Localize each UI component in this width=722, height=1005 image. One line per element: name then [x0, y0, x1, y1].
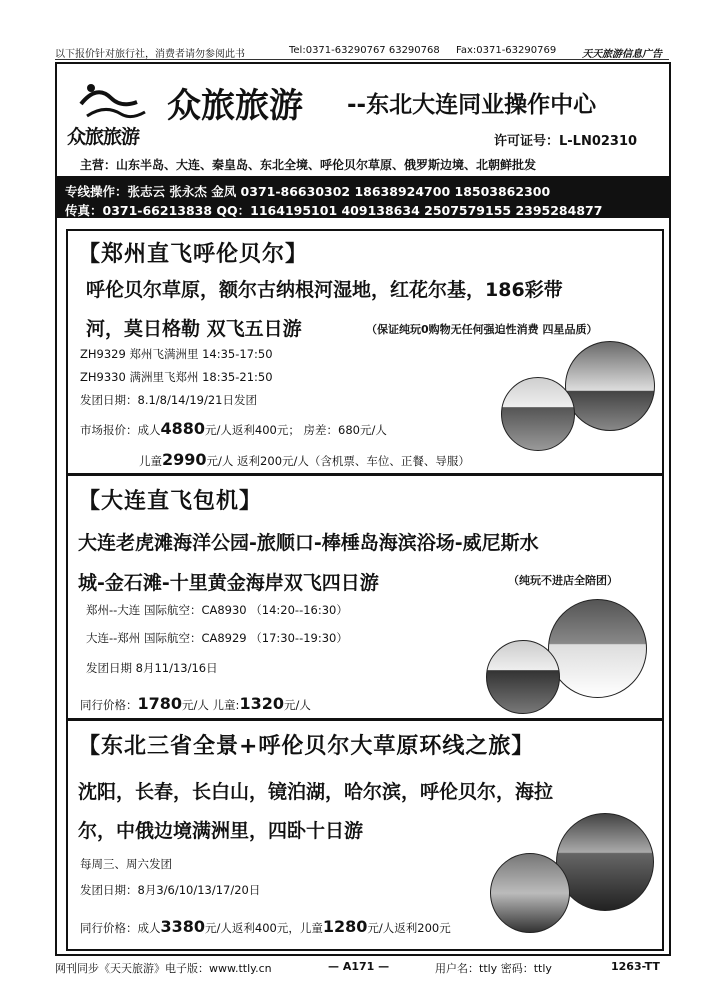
- quality-note: （纯玩不进店全陪团）: [508, 574, 618, 587]
- route-line-2: 尔，中俄边境满洲里，四卧十日游: [78, 820, 364, 842]
- logo-text: 众旅旅游: [67, 126, 140, 148]
- flight-1: ZH9329 郑州飞满洲里 14:35-17:50: [80, 347, 273, 361]
- section-hulunbuir: [66, 229, 664, 475]
- child-label: 儿童: [139, 454, 162, 468]
- child-price-value: 1280: [322, 917, 368, 936]
- child-price: [139, 450, 470, 469]
- adult-price: 4880: [160, 419, 206, 438]
- quality-note: （保证纯玩0购物无任何强迫性消费 四星品质）: [366, 323, 598, 336]
- page-number: — A171 —: [328, 960, 390, 973]
- brand-subtitle: --东北大连同业操作中心: [347, 92, 597, 118]
- footer-website: 网刊同步《天天旅游》电子版：www.ttly.cn: [55, 962, 272, 975]
- adult-price: 1780: [137, 694, 183, 713]
- top-notice-bar: [55, 45, 669, 60]
- peer-price: [80, 917, 451, 936]
- fax-qq-line: 传真：0371-66213838 QQ：1164195101 409138634 2507579155 2395284877: [65, 203, 603, 218]
- flight-2: 大连--郑州 国际航空：CA8929 （17:30--19:30）: [86, 631, 348, 645]
- weekly-departure: 每周三、周六发团: [80, 857, 172, 871]
- photo-grassland: [556, 813, 654, 911]
- flight-1: 郑州--大连 国际航空：CA8930 （14:20--16:30）: [86, 603, 348, 617]
- header: [57, 64, 669, 218]
- child-price-detail: 元/人 返利200元/人（含机票、车位、正餐、导服）: [206, 454, 470, 468]
- contact-line: 专线操作：张志云 张永杰 金凤 0371-86630302 18638924700 18503862300: [65, 184, 551, 199]
- adult-price: 3380: [160, 917, 206, 936]
- peer-price: [80, 694, 311, 713]
- issue-code: 1263-TT: [611, 960, 660, 973]
- fax-text: Fax:0371-63290769: [456, 45, 557, 56]
- route-line-2: 河，莫日格勒 双飞五日游: [86, 318, 302, 340]
- price-detail: 元/人 儿童:: [182, 698, 240, 712]
- price-detail: 元/人返利400元； 房差：680元/人: [205, 423, 387, 437]
- photo-coast: [548, 599, 647, 698]
- contact-bar: [57, 176, 669, 218]
- departure-dates: 发团日期：8月3/6/10/13/17/20日: [80, 883, 261, 897]
- business-scope: 主营：山东半岛、大连、秦皇岛、东北全境、呼伦贝尔草原、俄罗斯边境、北朝鲜批发: [80, 158, 537, 172]
- login-info: 用户名：ttly 密码：ttly: [435, 962, 552, 975]
- route-line-1: 沈阳，长春，长白山，镜泊湖，哈尔滨，呼伦贝尔，海拉: [78, 781, 554, 803]
- route-line-1: 呼伦贝尔草原，额尔古纳根河湿地，红花尔基，186彩带: [86, 279, 563, 301]
- departure-dates: 发团日期：8.1/8/14/19/21日发团: [80, 393, 258, 407]
- flight-2: ZH9330 满洲里飞郑州 18:35-21:50: [80, 370, 273, 384]
- price-unit: 元/人: [283, 698, 311, 712]
- notice-text: 以下报价针对旅行社，消费者请勿参阅此书: [55, 49, 245, 60]
- brand-name: 众旅旅游: [167, 86, 303, 126]
- section-dalian: [66, 474, 664, 720]
- departure-dates: 发团日期 8月11/13/16日: [86, 661, 218, 675]
- market-price: [80, 419, 387, 438]
- section-title: 【大连直飞包机】: [78, 489, 263, 514]
- tel-text: Tel:0371-63290767 63290768: [289, 45, 440, 56]
- price-unit: 元/人返利200元: [367, 921, 451, 935]
- section-title: 【郑州直飞呼伦贝尔】: [78, 242, 309, 267]
- license-number: 许可证号：L-LN02310: [494, 134, 638, 149]
- publisher-text: 天天旅游信息广告: [582, 49, 662, 60]
- photo-waterfall: [490, 853, 570, 933]
- photo-wetland: [501, 377, 575, 451]
- price-label: 同行价格：: [80, 698, 138, 712]
- child-price-value: 2990: [162, 450, 207, 469]
- footer: [55, 960, 669, 978]
- price-label: 市场报价：成人: [80, 423, 161, 437]
- price-detail: 元/人返利400元，儿童: [205, 921, 323, 935]
- section-title: 【东北三省全景+呼伦贝尔大草原环线之旅】: [78, 734, 535, 759]
- child-price-value: 1320: [239, 694, 284, 713]
- section-northeast: [66, 719, 664, 951]
- ad-frame: [55, 62, 671, 956]
- price-label: 同行价格：成人: [80, 921, 161, 935]
- route-line-2: 城-金石滩-十里黄金海岸双飞四日游: [78, 572, 379, 594]
- photo-harbor: [486, 640, 560, 714]
- route-line-1: 大连老虎滩海洋公园-旅顺口-棒棰岛海滨浴场-威尼斯水: [78, 532, 539, 554]
- photo-sky: [565, 341, 655, 431]
